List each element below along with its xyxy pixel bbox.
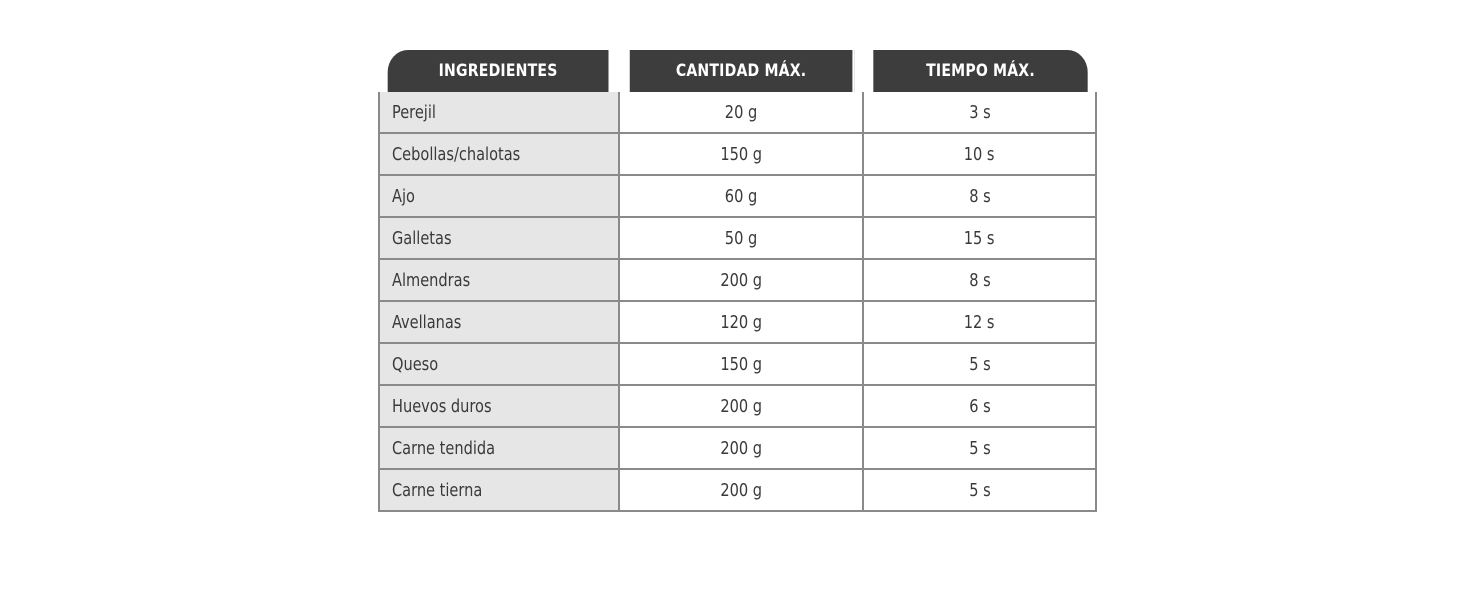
table-row (378, 218, 1097, 260)
table-row (378, 260, 1097, 302)
ingredient-cell (378, 386, 620, 428)
table-row (378, 302, 1097, 344)
time-cell (864, 344, 1097, 386)
quantity-cell (620, 218, 864, 260)
max-time: 3 s (968, 101, 991, 123)
table-row (378, 470, 1097, 512)
table-row (378, 344, 1097, 386)
ingredient-cell (378, 302, 620, 344)
ingredients-table (378, 50, 1097, 512)
max-quantity: 200 g (720, 395, 762, 417)
quantity-cell (620, 92, 864, 134)
max-time: 5 s (968, 353, 991, 375)
quantity-cell (620, 176, 864, 218)
ingredient-name: Carne tierna (392, 479, 483, 501)
max-quantity: 200 g (720, 437, 762, 459)
max-quantity: 200 g (720, 479, 762, 501)
time-cell (864, 134, 1097, 176)
max-quantity: 150 g (720, 353, 762, 375)
ingredient-cell (378, 344, 620, 386)
time-cell (864, 428, 1097, 470)
header-ingredientes (388, 50, 611, 92)
header-row (378, 50, 1097, 92)
time-cell (864, 260, 1097, 302)
table-row (378, 386, 1097, 428)
header-ingredientes-label: INGREDIENTES (438, 61, 558, 81)
max-time: 6 s (968, 395, 991, 417)
ingredient-name: Carne tendida (392, 437, 496, 459)
ingredient-name: Queso (392, 353, 439, 375)
max-quantity: 120 g (720, 311, 762, 333)
time-cell (864, 218, 1097, 260)
quantity-cell (620, 428, 864, 470)
quantity-cell (620, 386, 864, 428)
max-quantity: 200 g (720, 269, 762, 291)
ingredient-name: Ajo (392, 185, 415, 207)
ingredient-name: Galletas (392, 227, 452, 249)
max-time: 8 s (968, 269, 991, 291)
header-tiempo-max-label: TIEMPO MÁX. (926, 61, 1035, 81)
header-cantidad-max-label: CANTIDAD MÁX. (675, 61, 807, 81)
max-time: 15 s (964, 227, 995, 249)
ingredient-cell (378, 428, 620, 470)
time-cell (864, 470, 1097, 512)
header-tiempo-max (873, 50, 1087, 92)
table-row (378, 92, 1097, 134)
quantity-cell (620, 134, 864, 176)
quantity-cell (620, 260, 864, 302)
table-body (378, 92, 1097, 512)
max-quantity: 50 g (724, 227, 758, 249)
ingredient-name: Huevos duros (392, 395, 492, 417)
header-cantidad-max (630, 50, 854, 92)
ingredient-cell (378, 260, 620, 302)
time-cell (864, 386, 1097, 428)
ingredient-name: Perejil (392, 101, 436, 123)
max-time: 8 s (968, 185, 991, 207)
ingredient-name: Cebollas/chalotas (392, 143, 521, 165)
ingredients-table-container (378, 50, 1097, 512)
max-quantity: 150 g (720, 143, 762, 165)
max-time: 5 s (968, 479, 991, 501)
ingredient-name: Avellanas (392, 311, 462, 333)
table-row (378, 428, 1097, 470)
ingredient-cell (378, 176, 620, 218)
quantity-cell (620, 470, 864, 512)
quantity-cell (620, 302, 864, 344)
max-time: 5 s (968, 437, 991, 459)
table-row (378, 176, 1097, 218)
max-time: 10 s (964, 143, 995, 165)
table-row (378, 134, 1097, 176)
time-cell (864, 176, 1097, 218)
max-quantity: 60 g (724, 185, 758, 207)
quantity-cell (620, 344, 864, 386)
time-cell (864, 92, 1097, 134)
table-header (378, 50, 1097, 92)
max-time: 12 s (964, 311, 995, 333)
ingredient-cell (378, 470, 620, 512)
ingredient-cell (378, 218, 620, 260)
ingredient-name: Almendras (392, 269, 471, 291)
max-quantity: 20 g (724, 101, 758, 123)
ingredient-cell (378, 134, 620, 176)
time-cell (864, 302, 1097, 344)
ingredient-cell (378, 92, 620, 134)
